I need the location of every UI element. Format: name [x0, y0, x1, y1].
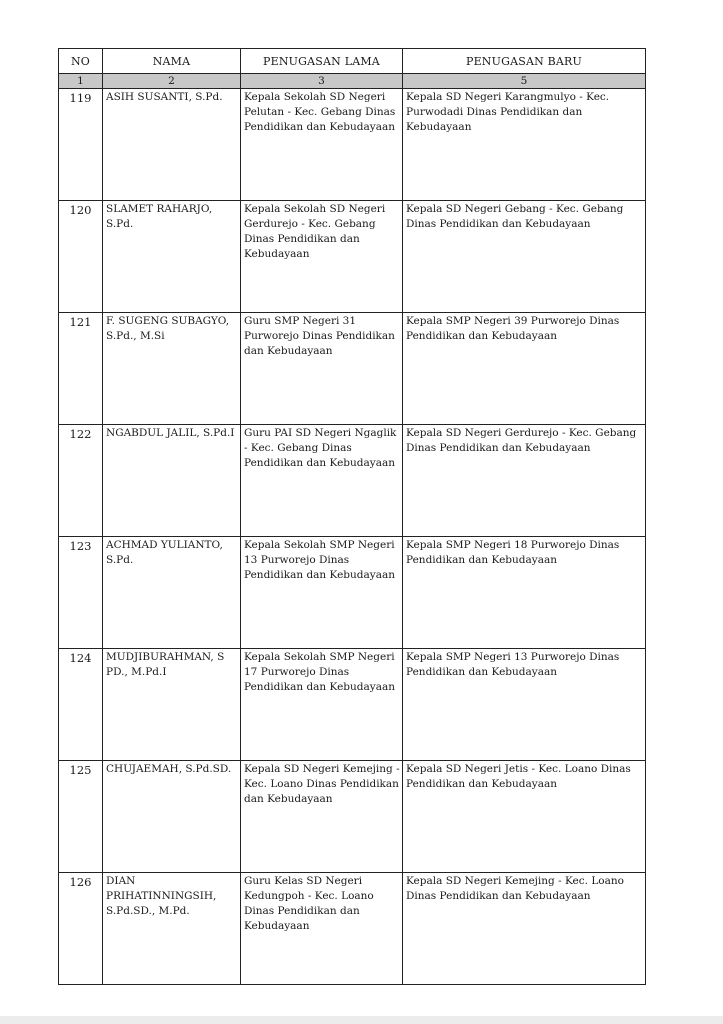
- row-number: 121: [59, 313, 103, 425]
- row-penugasan-baru: Kepala SD Negeri Karangmulyo - Kec. Purwodadi Dinas Pendidikan dan Kebudayaan: [403, 89, 646, 201]
- row-penugasan-lama: Kepala Sekolah SMP Negeri 13 Purworejo Dinas Pendidikan dan Kebudayaan: [241, 537, 403, 649]
- table-row: [59, 537, 646, 649]
- table-row: [59, 649, 646, 761]
- table-row: [59, 313, 646, 425]
- assignment-table: [58, 48, 646, 985]
- row-nama: DIAN PRIHATINNINGSIH, S.Pd.SD., M.Pd.: [103, 873, 241, 985]
- row-penugasan-baru: Kepala SD Negeri Gebang - Kec. Gebang Dinas Pendidikan dan Kebudayaan: [403, 201, 646, 313]
- column-number: 3: [241, 74, 403, 89]
- row-penugasan-lama: Kepala Sekolah SD Negeri Pelutan - Kec. Gebang Dinas Pendidikan dan Kebudayaan: [241, 89, 403, 201]
- table-header-row: [59, 49, 646, 74]
- row-nama: CHUJAEMAH, S.Pd.SD.: [103, 761, 241, 873]
- row-number: 122: [59, 425, 103, 537]
- table-row: [59, 425, 646, 537]
- column-number: 1: [59, 74, 103, 89]
- header-no: NO: [59, 49, 103, 74]
- row-penugasan-baru: Kepala SMP Negeri 39 Purworejo Dinas Pendidikan dan Kebudayaan: [403, 313, 646, 425]
- row-penugasan-baru: Kepala SD Negeri Kemejing - Kec. Loano Dinas Pendidikan dan Kebudayaan: [403, 873, 646, 985]
- column-number: 2: [103, 74, 241, 89]
- row-penugasan-lama: Guru Kelas SD Negeri Kedungpoh - Kec. Loano Dinas Pendidikan dan Kebudayaan: [241, 873, 403, 985]
- row-penugasan-lama: Kepala Sekolah SD Negeri Gerdurejo - Kec. Gebang Dinas Pendidikan dan Kebudayaan: [241, 201, 403, 313]
- row-penugasan-baru: Kepala SMP Negeri 18 Purworejo Dinas Pendidikan dan Kebudayaan: [403, 537, 646, 649]
- row-penugasan-baru: Kepala SD Negeri Jetis - Kec. Loano Dinas Pendidikan dan Kebudayaan: [403, 761, 646, 873]
- header-penugasan-lama: PENUGASAN LAMA: [241, 49, 403, 74]
- row-penugasan-lama: Guru PAI SD Negeri Ngaglik - Kec. Gebang Dinas Pendidikan dan Kebudayaan: [241, 425, 403, 537]
- row-nama: ASIH SUSANTI, S.Pd.: [103, 89, 241, 201]
- row-nama: F. SUGENG SUBAGYO, S.Pd., M.Si: [103, 313, 241, 425]
- header-penugasan-baru: PENUGASAN BARU: [403, 49, 646, 74]
- row-penugasan-baru: Kepala SD Negeri Gerdurejo - Kec. Gebang Dinas Pendidikan dan Kebudayaan: [403, 425, 646, 537]
- row-nama: SLAMET RAHARJO, S.Pd.: [103, 201, 241, 313]
- column-number: 5: [403, 74, 646, 89]
- row-nama: MUDJIBURAHMAN, S PD., M.Pd.I: [103, 649, 241, 761]
- table-row: [59, 873, 646, 985]
- column-number-row: [59, 74, 646, 89]
- row-penugasan-lama: Kepala Sekolah SMP Negeri 17 Purworejo Dinas Pendidikan dan Kebudayaan: [241, 649, 403, 761]
- row-number: 123: [59, 537, 103, 649]
- table-row: [59, 89, 646, 201]
- row-number: 125: [59, 761, 103, 873]
- row-penugasan-lama: Guru SMP Negeri 31 Purworejo Dinas Pendidikan dan Kebudayaan: [241, 313, 403, 425]
- header-nama: NAMA: [103, 49, 241, 74]
- table-row: [59, 761, 646, 873]
- row-number: 126: [59, 873, 103, 985]
- row-number: 120: [59, 201, 103, 313]
- row-nama: ACHMAD YULIANTO, S.Pd.: [103, 537, 241, 649]
- row-penugasan-baru: Kepala SMP Negeri 13 Purworejo Dinas Pendidikan dan Kebudayaan: [403, 649, 646, 761]
- row-penugasan-lama: Kepala SD Negeri Kemejing - Kec. Loano Dinas Pendidikan dan Kebudayaan: [241, 761, 403, 873]
- row-nama: NGABDUL JALIL, S.Pd.I: [103, 425, 241, 537]
- bottom-scan-strip: [0, 1016, 723, 1024]
- row-number: 119: [59, 89, 103, 201]
- row-number: 124: [59, 649, 103, 761]
- table-row: [59, 201, 646, 313]
